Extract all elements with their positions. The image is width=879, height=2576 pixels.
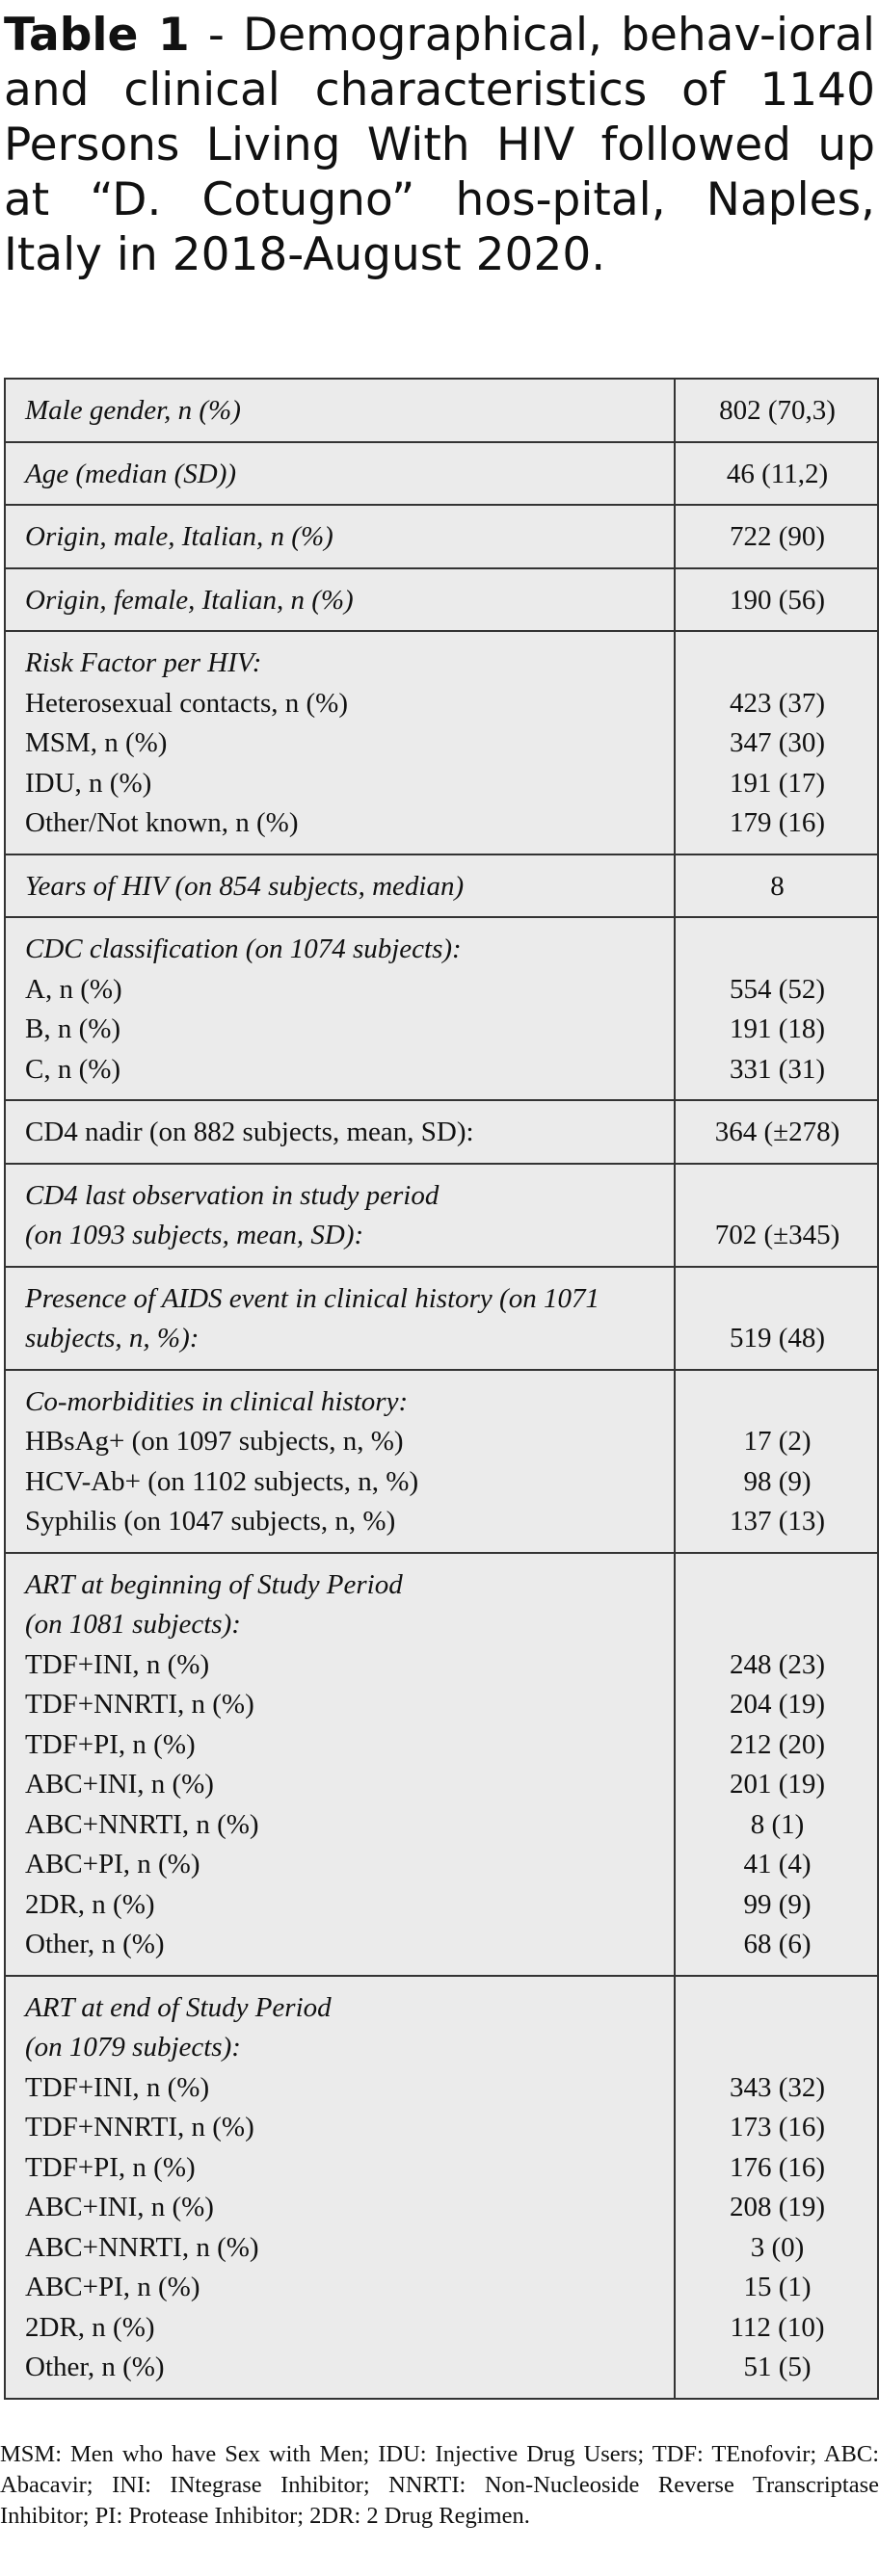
row-value-cell bbox=[675, 631, 878, 854]
row-value: 802 (70,3) bbox=[719, 395, 836, 426]
table-caption-text: - Demographical, behav-ioral and clinical characteristics of 1140 Persons Living With HIV followed up at “D. Cotugno” hos-pital, Naples, Italy in 2018-August 2020. bbox=[4, 9, 875, 281]
sub-item-value: 201 (19) bbox=[729, 1769, 826, 1800]
table-row bbox=[5, 505, 878, 568]
row-value-cell bbox=[675, 1553, 878, 1976]
row-header: Co-morbidities in clinical history: bbox=[25, 1385, 409, 1417]
sub-item-label: ABC+INI, n (%) bbox=[25, 2192, 214, 2222]
table-row bbox=[5, 379, 878, 442]
sub-item-value: 179 (16) bbox=[729, 807, 826, 838]
sub-item-value: 248 (23) bbox=[729, 1648, 826, 1680]
sub-item-label: Syphilis (on 1047 subjects, n, %) bbox=[25, 1506, 396, 1537]
sub-item-label: ABC+PI, n (%) bbox=[25, 2272, 200, 2302]
sub-item-value: 554 (52) bbox=[729, 973, 826, 1005]
table-row bbox=[5, 1370, 878, 1553]
sub-item-label: ABC+PI, n (%) bbox=[25, 1849, 200, 1879]
sub-item-value: 208 (19) bbox=[729, 2192, 826, 2222]
sub-item-label: TDF+NNRTI, n (%) bbox=[25, 1689, 254, 1720]
row-label-cell bbox=[5, 568, 675, 632]
row-label-cell bbox=[5, 1976, 675, 2399]
value-spacer bbox=[695, 930, 860, 970]
sub-item-label: IDU, n (%) bbox=[25, 767, 152, 799]
row-label-cell bbox=[5, 917, 675, 1100]
value-spacer bbox=[695, 1605, 860, 1645]
sub-item-value: 191 (18) bbox=[729, 1013, 826, 1044]
sub-item-value: 331 (31) bbox=[729, 1053, 826, 1085]
row-header: Origin, male, Italian, n (%) bbox=[25, 521, 333, 552]
row-value-cell bbox=[675, 1267, 878, 1370]
table-caption-label: Table 1 bbox=[4, 9, 190, 62]
value-spacer bbox=[695, 644, 860, 684]
row-label-cell bbox=[5, 1370, 675, 1553]
row-header: Age (median (SD)) bbox=[25, 458, 237, 489]
row-header: Presence of AIDS event in clinical history (on 1071 subjects, n, %): bbox=[25, 1282, 599, 1354]
value-spacer bbox=[695, 1988, 860, 2029]
row-value: 364 (±278) bbox=[714, 1117, 840, 1147]
row-header: Risk Factor per HIV: bbox=[25, 647, 262, 678]
sub-item-label: TDF+PI, n (%) bbox=[25, 2151, 196, 2183]
table-row bbox=[5, 1164, 878, 1267]
sub-item-label: TDF+NNRTI, n (%) bbox=[25, 2112, 254, 2142]
sub-item-value: 112 (10) bbox=[730, 2311, 825, 2343]
table-footnote: MSM: Men who have Sex with Men; IDU: Injective Drug Users; TDF: TEnofovir; ABC: Abacavir; INI: INtegrase Inhibitor; NNRTI: Non-Nucleoside Reverse Transcriptase Inhibitor; PI: Protease Inhibitor; 2DR: 2 Drug Regimen. bbox=[0, 2441, 879, 2529]
sub-item-label: A, n (%) bbox=[25, 973, 122, 1005]
sub-item-label: ABC+NNRTI, n (%) bbox=[25, 1808, 259, 1840]
sub-item-label: Other, n (%) bbox=[25, 2352, 165, 2382]
sub-item-value: 204 (19) bbox=[729, 1689, 826, 1720]
table-row bbox=[5, 917, 878, 1100]
row-value-cell bbox=[675, 568, 878, 632]
table-row bbox=[5, 568, 878, 632]
row-header: Male gender, n (%) bbox=[25, 395, 241, 426]
sub-item-label: TDF+INI, n (%) bbox=[25, 2071, 210, 2103]
row-header: Years of HIV (on 854 subjects, median) bbox=[25, 870, 465, 902]
sub-item-value: 191 (17) bbox=[729, 767, 826, 799]
value-spacer bbox=[695, 2028, 860, 2068]
table-row bbox=[5, 442, 878, 506]
value-spacer bbox=[695, 1382, 860, 1423]
row-value-cell bbox=[675, 1164, 878, 1267]
row-header: ART at beginning of Study Period bbox=[25, 1568, 403, 1600]
sub-item-label: 2DR, n (%) bbox=[25, 1888, 155, 1920]
row-value: 702 (±345) bbox=[714, 1220, 840, 1250]
sub-item-label: Other/Not known, n (%) bbox=[25, 807, 299, 838]
sub-item-label: 2DR, n (%) bbox=[25, 2311, 155, 2343]
sub-item-value: 423 (37) bbox=[729, 687, 826, 719]
sub-item-value: 17 (2) bbox=[743, 1426, 812, 1457]
row-value-cell bbox=[675, 917, 878, 1100]
table-row bbox=[5, 854, 878, 918]
sub-item-label: ABC+NNRTI, n (%) bbox=[25, 2231, 259, 2263]
row-label-cell bbox=[5, 442, 675, 506]
row-value: 46 (11,2) bbox=[726, 458, 829, 489]
table-row bbox=[5, 631, 878, 854]
sub-item-label: HBsAg+ (on 1097 subjects, n, %) bbox=[25, 1426, 404, 1457]
row-header: ART at end of Study Period bbox=[25, 1991, 332, 2023]
row-value: 190 (56) bbox=[729, 584, 826, 616]
row-value-cell bbox=[675, 1976, 878, 2399]
sub-item-value: 99 (9) bbox=[743, 1888, 812, 1920]
row-label-cell bbox=[5, 1100, 675, 1164]
sub-item-label: MSM, n (%) bbox=[25, 727, 168, 758]
row-header: CD4 nadir (on 882 subjects, mean, SD): bbox=[25, 1117, 474, 1147]
row-header: CDC classification (on 1074 subjects): bbox=[25, 933, 462, 964]
value-spacer bbox=[695, 1565, 860, 1606]
row-header: (on 1081 subjects): bbox=[25, 1609, 241, 1640]
table-row bbox=[5, 1267, 878, 1370]
row-value-cell bbox=[675, 1100, 878, 1164]
sub-item-value: 212 (20) bbox=[729, 1728, 826, 1760]
sub-item-label: ABC+INI, n (%) bbox=[25, 1769, 214, 1800]
row-label-cell bbox=[5, 854, 675, 918]
row-header: CD4 last observation in study period bbox=[25, 1179, 440, 1211]
row-value: 8 bbox=[770, 870, 785, 902]
sub-item-value: 68 (6) bbox=[743, 1929, 812, 1959]
row-header: (on 1079 subjects): bbox=[25, 2032, 241, 2063]
row-label-cell bbox=[5, 1553, 675, 1976]
row-value-cell bbox=[675, 379, 878, 442]
table-row bbox=[5, 1100, 878, 1164]
row-label-cell bbox=[5, 1164, 675, 1267]
sub-item-value: 173 (16) bbox=[729, 2112, 826, 2142]
row-value: 722 (90) bbox=[729, 521, 826, 552]
row-label-cell bbox=[5, 505, 675, 568]
row-value-cell bbox=[675, 1370, 878, 1553]
sub-item-label: TDF+PI, n (%) bbox=[25, 1728, 196, 1760]
sub-item-value: 3 (0) bbox=[750, 2231, 805, 2263]
sub-item-label: Other, n (%) bbox=[25, 1929, 165, 1959]
sub-item-label: C, n (%) bbox=[25, 1053, 121, 1085]
sub-item-value: 15 (1) bbox=[743, 2272, 812, 2302]
row-value-cell bbox=[675, 854, 878, 918]
sub-item-value: 137 (13) bbox=[729, 1506, 826, 1537]
sub-item-value: 176 (16) bbox=[729, 2151, 826, 2183]
sub-item-value: 8 (1) bbox=[750, 1808, 805, 1840]
characteristics-table-body bbox=[5, 379, 878, 2399]
sub-item-label: TDF+INI, n (%) bbox=[25, 1648, 210, 1680]
row-value-cell bbox=[675, 442, 878, 506]
row-label-cell bbox=[5, 1267, 675, 1370]
sub-item-value: 98 (9) bbox=[743, 1465, 812, 1497]
table-row bbox=[5, 1553, 878, 1976]
row-value: 519 (48) bbox=[729, 1323, 826, 1354]
sub-item-label: Heterosexual contacts, n (%) bbox=[25, 687, 348, 719]
table-row bbox=[5, 1976, 878, 2399]
row-label-cell bbox=[5, 631, 675, 854]
sub-item-label: B, n (%) bbox=[25, 1013, 121, 1044]
sub-item-value: 347 (30) bbox=[729, 727, 826, 758]
sub-item-value: 41 (4) bbox=[743, 1849, 812, 1879]
row-value-cell bbox=[675, 505, 878, 568]
row-header: Origin, female, Italian, n (%) bbox=[25, 584, 354, 616]
sub-item-value: 51 (5) bbox=[743, 2352, 812, 2382]
sub-item-label: HCV-Ab+ (on 1102 subjects, n, %) bbox=[25, 1465, 419, 1497]
table-caption bbox=[4, 8, 875, 282]
row-label-cell bbox=[5, 379, 675, 442]
characteristics-table bbox=[4, 378, 879, 2400]
sub-item-value: 343 (32) bbox=[729, 2071, 826, 2103]
row-header: (on 1093 subjects, mean, SD): bbox=[25, 1220, 364, 1250]
